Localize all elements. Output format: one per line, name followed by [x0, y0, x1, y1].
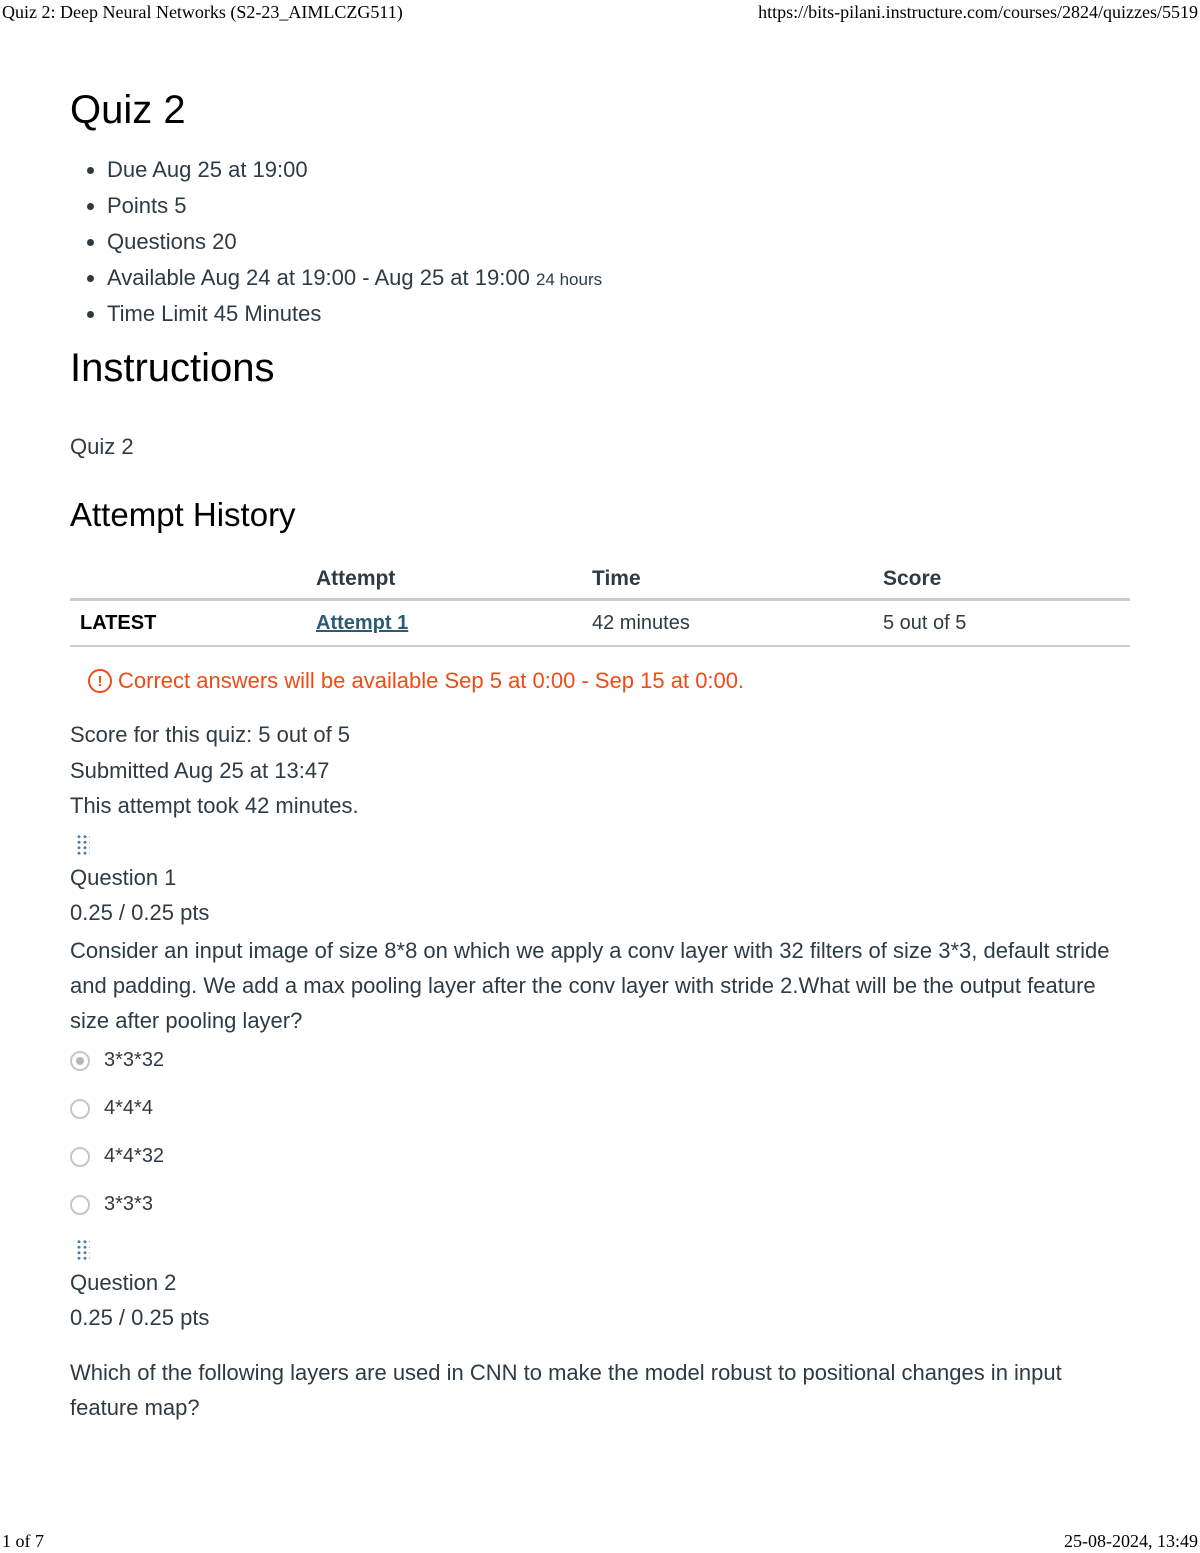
radio-icon[interactable] [70, 1195, 90, 1215]
answer-label: 4*4*4 [104, 1097, 153, 1119]
quiz-details-list [70, 152, 602, 332]
detail-questions: Questions 20 [107, 224, 602, 260]
instructions-text: Quiz 2 [70, 434, 134, 459]
detail-points: Points 5 [107, 188, 602, 224]
answer-label: 3*3*3 [104, 1193, 153, 1215]
detail-time-limit: Time Limit 45 Minutes [107, 296, 602, 332]
answer-label: 3*3*32 [104, 1049, 165, 1071]
question-1-text: Consider an input image of size 8*8 on which we apply a conv layer with 32 filters of size 3*3, default stride and padding. We add a max pooling layer after the conv layer with stride 2.What will be the output feature size after pooling layer? [70, 938, 1110, 1033]
column-header-blank [70, 560, 316, 600]
attempt-duration: This attempt took 42 minutes. [70, 793, 359, 818]
instructions-heading: Instructions [70, 346, 275, 390]
print-header [0, 2, 1200, 23]
print-footer [0, 1531, 1200, 1552]
radio-selected-icon[interactable] [70, 1051, 90, 1071]
column-header-attempt: Attempt [316, 560, 592, 600]
correct-answers-notice [88, 668, 744, 694]
question-2-title: Question 2 [70, 1270, 177, 1295]
notice-text: Correct answers will be available Sep 5 at 0:00 - Sep 15 at 0:00. [118, 668, 745, 693]
answer-option[interactable] [70, 1193, 153, 1216]
submitted-time: Submitted Aug 25 at 13:47 [70, 758, 330, 783]
question-2-points: 0.25 / 0.25 pts [70, 1305, 210, 1330]
quiz-title: Quiz 2 [70, 88, 186, 132]
detail-available-duration: 24 hours [535, 270, 603, 289]
answer-label: 4*4*32 [104, 1145, 165, 1167]
radio-icon[interactable] [70, 1099, 90, 1119]
answer-option[interactable] [70, 1097, 153, 1120]
drag-handle-icon[interactable] [76, 1239, 90, 1261]
attempt-history-table [70, 560, 1130, 647]
print-datetime: 25-08-2024, 13:49 [1064, 1531, 1198, 1551]
answer-option[interactable] [70, 1049, 164, 1072]
column-header-score: Score [883, 560, 1130, 600]
attempt-1-link[interactable]: Attempt 1 [316, 611, 409, 634]
score-summary: Score for this quiz: 5 out of 5 [70, 722, 351, 747]
print-header-title: Quiz 2: Deep Neural Networks (S2-23_AIMLCZG511) [2, 2, 403, 22]
attempt-history-heading: Attempt History [70, 496, 296, 533]
question-1-points: 0.25 / 0.25 pts [70, 900, 210, 925]
answer-option[interactable] [70, 1145, 164, 1168]
radio-icon[interactable] [70, 1147, 90, 1167]
question-2-text: Which of the following layers are used in CNN to make the model robust to positional changes in input feature map? [70, 1360, 1062, 1420]
attempt-score: 5 out of 5 [883, 600, 1130, 647]
page-number: 1 of 7 [2, 1531, 44, 1551]
column-header-time: Time [592, 560, 883, 600]
print-header-url: https://bits-pilani.instructure.com/courses/2824/quizzes/5519 [758, 2, 1198, 22]
question-1-title: Question 1 [70, 865, 177, 890]
detail-available: Available Aug 24 at 19:00 - Aug 25 at 19:00 24 hours [107, 260, 602, 296]
drag-handle-icon[interactable] [76, 834, 90, 856]
table-row [70, 600, 1130, 647]
detail-due: Due Aug 25 at 19:00 [107, 152, 602, 188]
latest-label: LATEST [70, 600, 316, 647]
attempt-time: 42 minutes [592, 600, 883, 647]
exclamation-icon: ! [88, 669, 112, 693]
